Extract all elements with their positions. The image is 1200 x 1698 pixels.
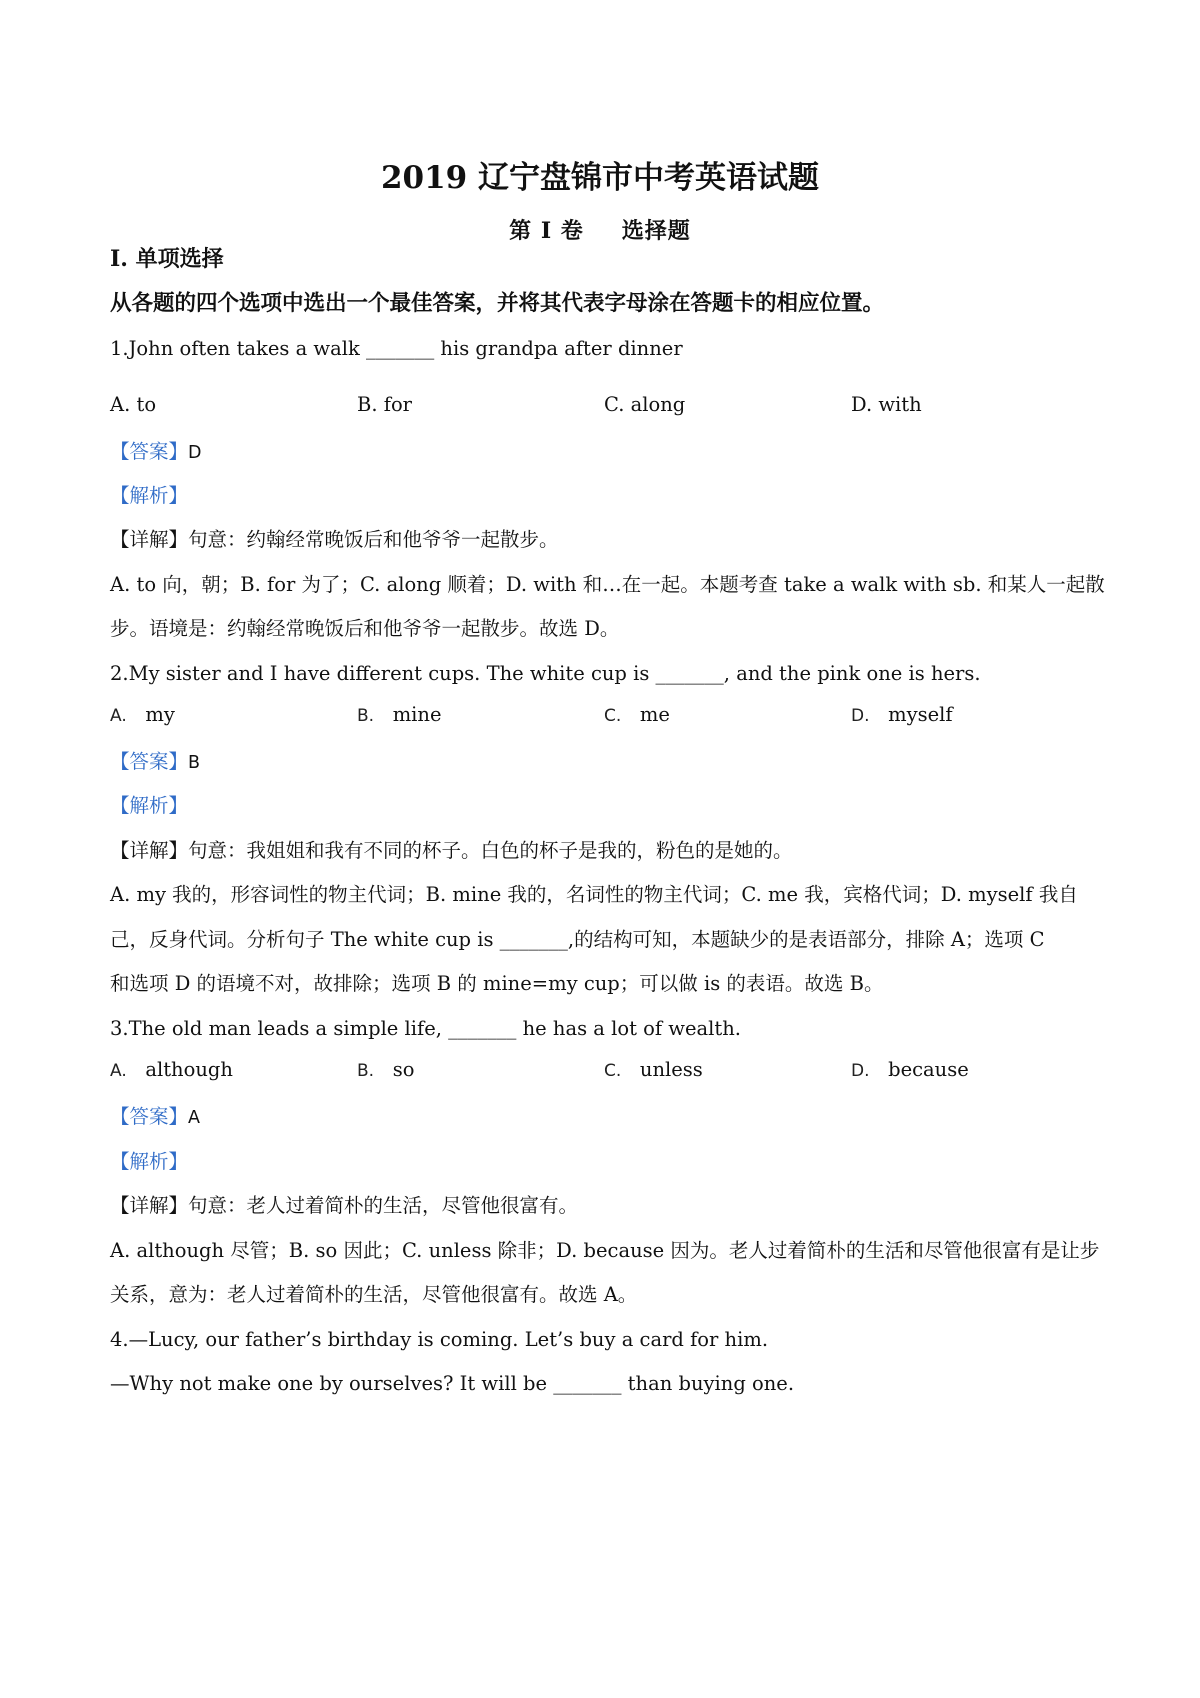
answer-value: B — [188, 753, 201, 773]
detail-label: 【详解】 — [110, 1194, 189, 1217]
question-1-detail-1: 【详解】句意：约翰经常晚饭后和他爷爷一起散步。 — [110, 528, 559, 551]
part-name: 选择题 — [621, 218, 691, 244]
question-1-option-d: D. with — [851, 393, 922, 416]
question-3-stem: 3.The old man leads a simple life, _______ he has a lot of wealth. — [110, 1017, 741, 1040]
question-3-option-d: D. because — [851, 1058, 969, 1081]
question-3-option-b: B. so — [357, 1058, 415, 1081]
question-4-line-2: —Why not make one by ourselves? It will be _______ than buying one. — [110, 1372, 795, 1395]
question-3-detail-3: 关系，意为：老人过着简朴的生活，尽管他很富有。故选 A。 — [110, 1283, 638, 1306]
question-2-option-b: B. mine — [357, 703, 442, 726]
question-4-line-1: 4.—Lucy, our father’s birthday is coming. Let’s buy a card for him. — [110, 1328, 769, 1351]
question-1-answer — [110, 437, 1100, 468]
question-2-analysis-label: 【解析】 — [110, 794, 189, 817]
question-3-option-c: C. unless — [604, 1058, 703, 1081]
question-3-answer — [110, 1102, 1100, 1133]
question-1-analysis-label: 【解析】 — [110, 484, 189, 507]
question-2-stem: 2.My sister and I have different cups. The white cup is _______, and the pink one is hers. — [110, 662, 981, 685]
question-1-option-a: A. to — [110, 393, 157, 416]
question-1-detail-3: 步。语境是：约翰经常晚饭后和他爷爷一起散步。故选 D。 — [110, 617, 620, 640]
answer-label: 【答案】 — [110, 440, 189, 463]
part-subtitle — [0, 214, 1200, 245]
detail-label: 【详解】 — [110, 528, 189, 551]
section-instruction: 从各题的四个选项中选出一个最佳答案，并将其代表字母涂在答题卡的相应位置。 — [110, 291, 885, 316]
question-2-detail-2: A. my 我的，形容词性的物主代词；B. mine 我的，名词性的物主代词；C. me 我，宾格代词；D. myself 我自 — [110, 883, 1078, 906]
question-3-detail-2: A. although 尽管；B. so 因此；C. unless 除非；D. because 因为。老人过着简朴的生活和尽管他很富有是让步 — [110, 1239, 1100, 1262]
question-2-detail-3: 己，反身代词。分析句子 The white cup is _______,的结构可知，本题缺少的是表语部分，排除 A；选项 C — [110, 928, 1045, 951]
question-3-detail-1: 【详解】句意：老人过着简朴的生活，尽管他很富有。 — [110, 1194, 579, 1217]
question-1-detail-2: A. to 向，朝；B. for 为了；C. along 顺着；D. with 和…在一起。本题考查 take a walk with sb. 和某人一起散 — [110, 573, 1105, 596]
page-title: 2019 辽宁盘锦市中考英语试题 — [380, 160, 820, 196]
question-1-option-b: B. for — [357, 393, 413, 416]
question-3-option-a: A. although — [110, 1058, 233, 1081]
question-2-answer — [110, 747, 1100, 778]
question-1-stem: 1.John often takes a walk _______ his grandpa after dinner — [110, 337, 683, 360]
question-2-option-a: A. my — [110, 703, 175, 726]
part-number: 第 I 卷 — [509, 218, 584, 244]
answer-label: 【答案】 — [110, 750, 189, 773]
answer-value: D — [188, 443, 202, 463]
section-heading: Ⅰ. 单项选择 — [110, 246, 224, 272]
question-3-analysis-label: 【解析】 — [110, 1150, 189, 1173]
answer-label: 【答案】 — [110, 1105, 189, 1128]
question-2-option-d: D. myself — [851, 703, 953, 726]
question-2-option-c: C. me — [604, 703, 670, 726]
question-2-detail-1: 【详解】句意：我姐姐和我有不同的杯子。白色的杯子是我的，粉色的是她的。 — [110, 839, 793, 862]
question-1-option-c: C. along — [604, 393, 686, 416]
detail-label: 【详解】 — [110, 839, 189, 862]
question-2-detail-4: 和选项 D 的语境不对，故排除；选项 B 的 mine=my cup；可以做 is 的表语。故选 B。 — [110, 972, 884, 995]
answer-value: A — [188, 1108, 200, 1128]
